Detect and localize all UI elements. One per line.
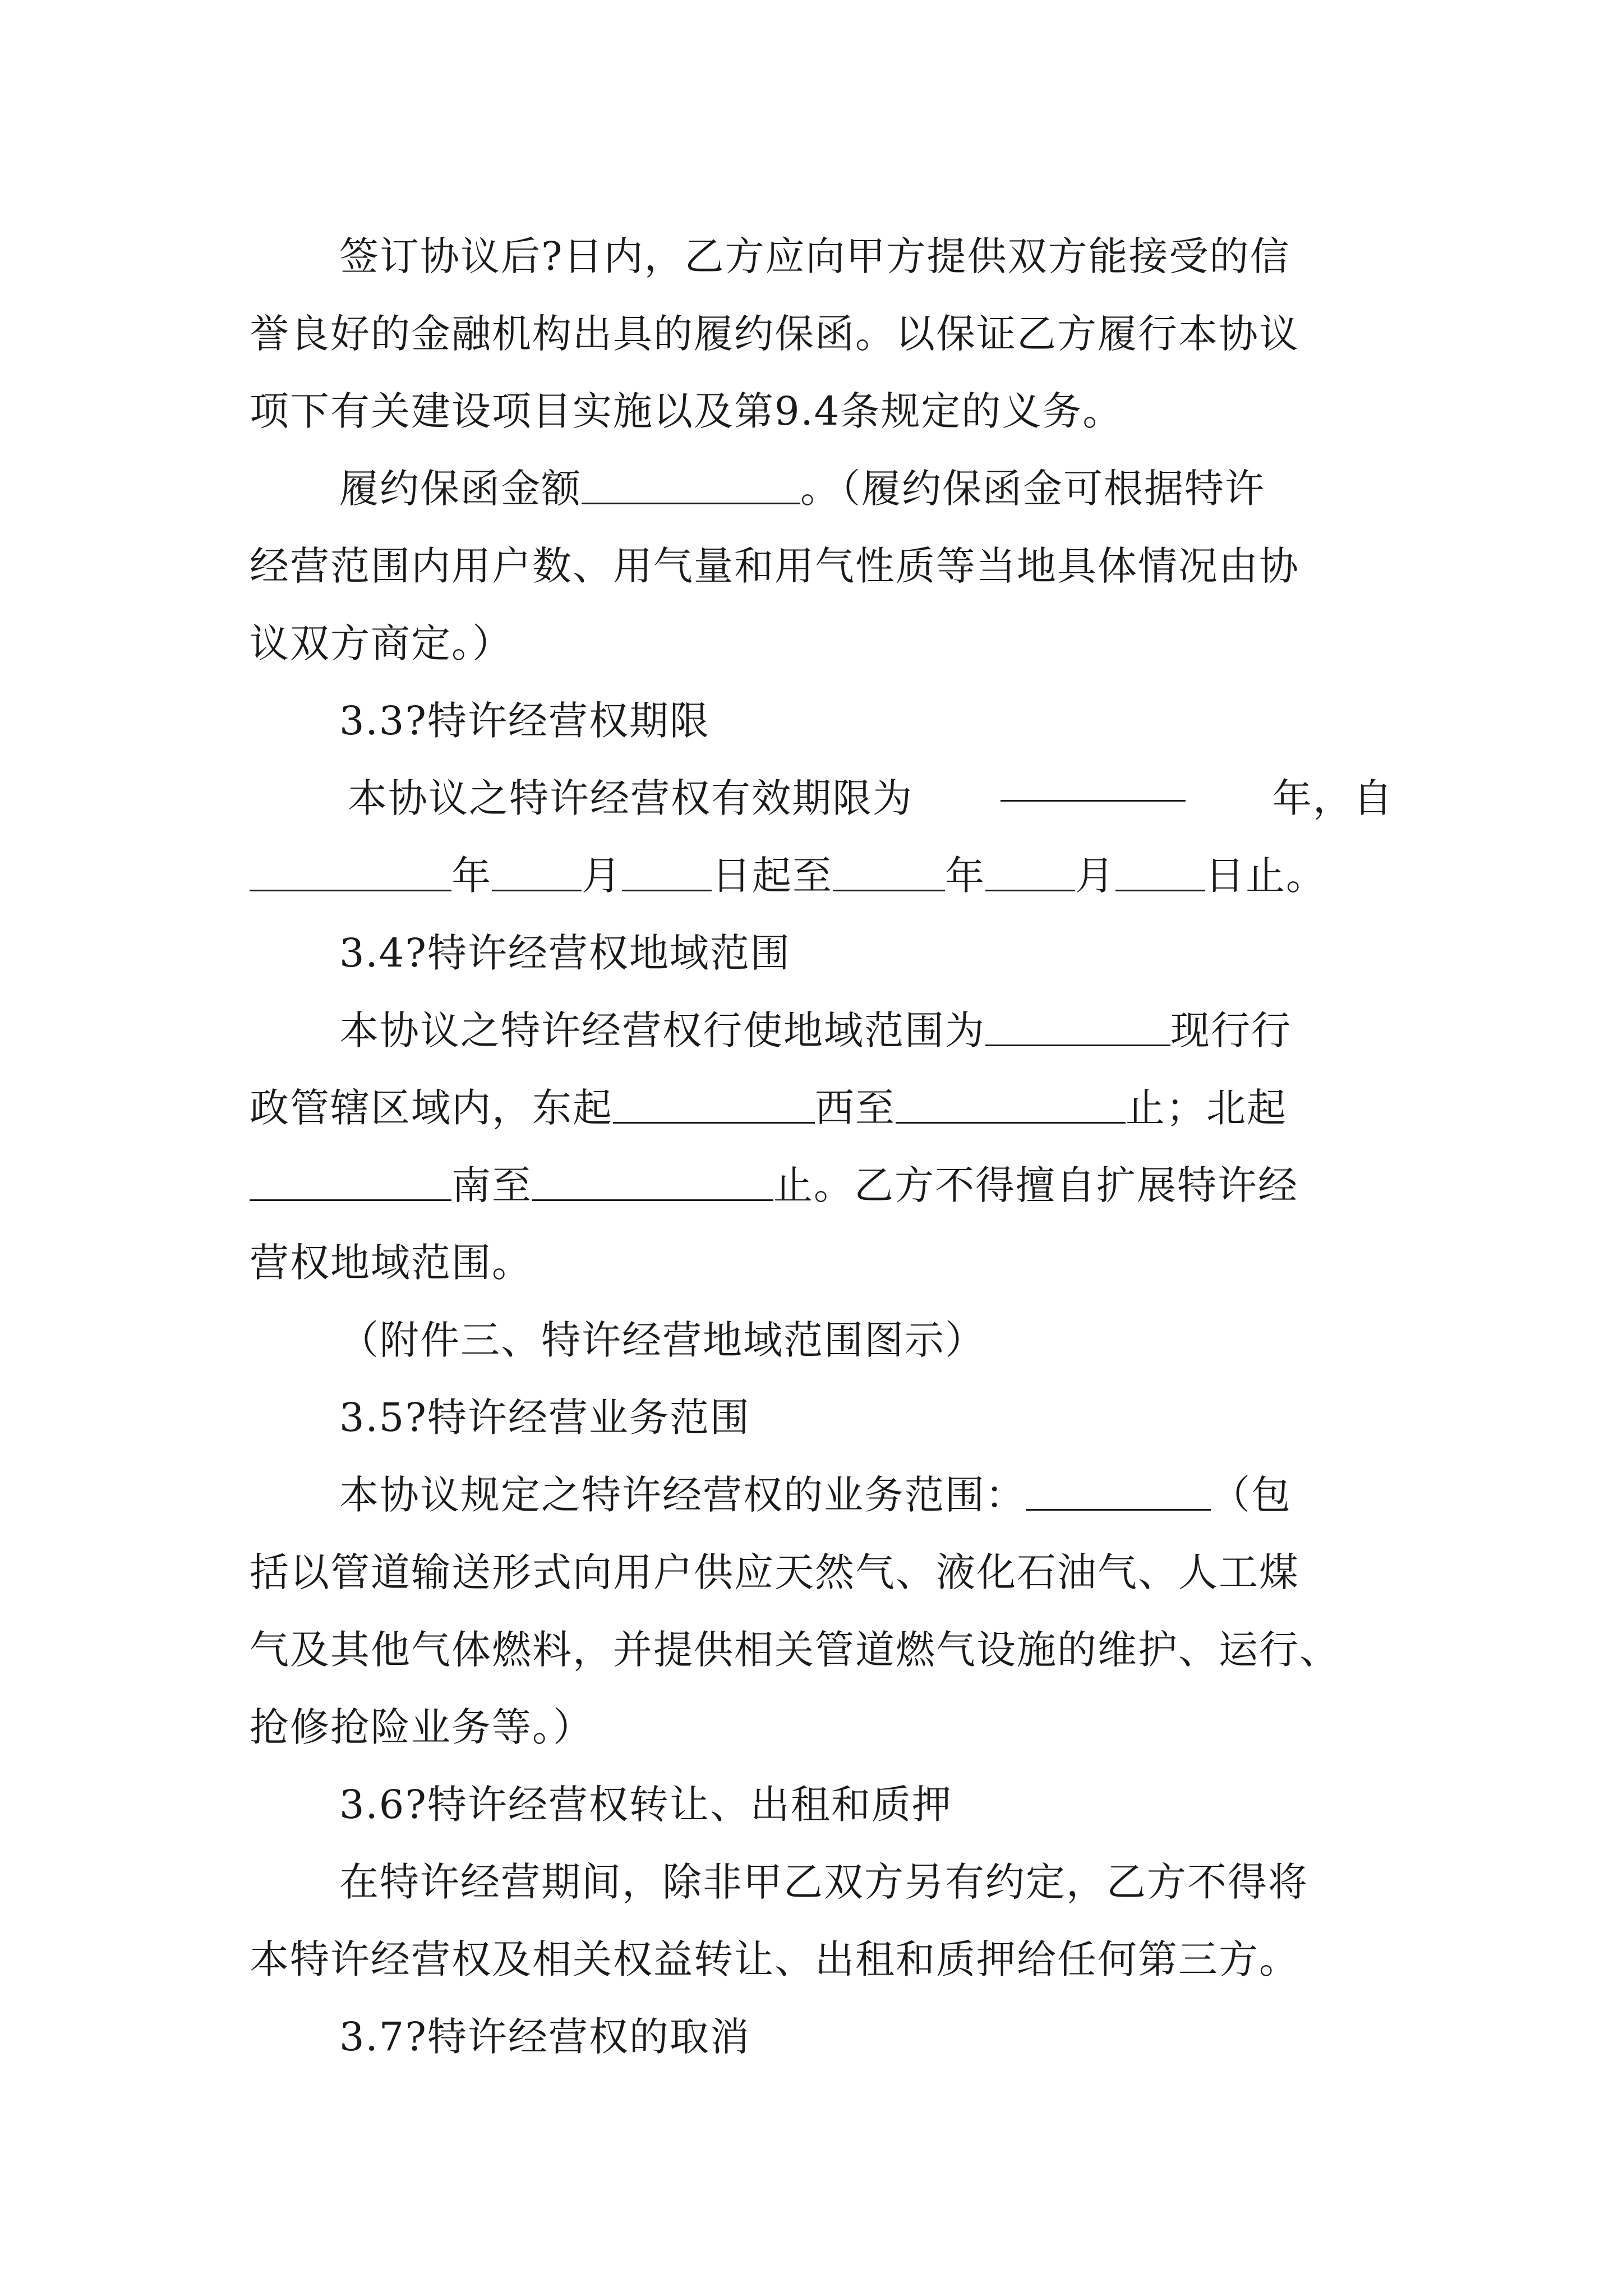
- term-dates-line: 年 月 日起至 年 月 日止。: [250, 837, 1394, 914]
- paragraph-performance-bond: [250, 218, 1394, 295]
- text-line: 项下有关建设项目实施以及第9.4条规定的义务。: [250, 388, 1123, 434]
- fill-blank-west: [896, 1082, 1126, 1124]
- text-line: 议双方商定。）: [250, 620, 513, 666]
- fill-blank-end-day: [1115, 849, 1205, 891]
- fill-blank-start-day: [622, 849, 712, 891]
- paragraph-term: 本协议之特许经营权有效期限为 年，自: [250, 760, 1394, 837]
- paragraph-territory: 本协议之特许经营权行使地域范围为 现行行: [250, 992, 1394, 1069]
- text-line: 经营范围内用户数、用气量和用气性质等当地具体情况由协: [250, 543, 1299, 589]
- fill-blank-end-year: [833, 849, 945, 891]
- document-body: 签订协议后?日内，乙方应向甲方提供双方能接受的信 誉良好的金融机构出具的履约保函。以保证乙方履行本协议 项下有关建设项目实施以及第9.4条规定的义务。 履约保函金额 。（履约保函金可根据特许 经营范围内用户数、用气量和用气性质等当地具体情况由协 议双方商定。） 3.3?特许经营权期限 本协议之特许经营权有效期限为 年，自 年 月 日起至 年 月 日止。 3.4?特许经营权地域范围 本协议之特许经营权行使地域范围为 现行行 政管辖区域内，东起 西至 止；北起 南至 止。乙方不得擅自扩展特许经 营权地域范围。 （附件三、特许经营地域范围图示） 3.5?特许经营业务范围 本协议规定之特许经营权的业务范围： （包 括以管道输送形式向用户供应天然气、液化石油气、人工煤 气及其他气体燃料，并提供相关管道燃气设施的维护、运行、 抢修抢险业务等。） 3.6?特许经营权转让、出租和质押 在特许经营期间，除非甲乙双方另有约定，乙方不得将 本特许经营权及相关权益转让、出租和质押给任何第三方。 3.7?特许经营权的取消: [250, 218, 1394, 2076]
- section-heading-3-6: 3.6?特许经营权转让、出租和质押: [339, 1782, 952, 1828]
- text-line: 签订协议后?日内，乙方应向甲方提供双方能接受的信: [339, 233, 1290, 279]
- text-line: 括以管道输送形式向用户供应天然气、液化石油气、人工煤: [250, 1549, 1299, 1595]
- fill-blank-term-years: [1000, 760, 1186, 802]
- fill-blank-east: [613, 1082, 815, 1124]
- section-heading-3-4: 3.4?特许经营权地域范围: [339, 930, 791, 976]
- fill-blank-start-year: [250, 849, 451, 891]
- attachment-note: （附件三、特许经营地域范围图示）: [339, 1317, 985, 1363]
- section-heading-3-7: 3.7?特许经营权的取消: [339, 2014, 750, 2060]
- fill-blank-start-month: [492, 849, 582, 891]
- fill-blank-business-scope: [1026, 1469, 1211, 1511]
- fill-blank-north: [250, 1159, 451, 1201]
- text-line: 气及其他气体燃料，并提供相关管道燃气设施的维护、运行、: [250, 1627, 1340, 1673]
- fill-blank-end-month: [985, 849, 1075, 891]
- paragraph-business-scope: 本协议规定之特许经营权的业务范围： （包: [250, 1456, 1394, 1534]
- text-line: 抢修抢险业务等。）: [250, 1704, 593, 1750]
- text-line: 本特许经营权及相关权益转让、出租和质押给任何第三方。: [250, 1936, 1299, 1982]
- section-heading-3-3: 3.3?特许经营权期限: [339, 698, 710, 744]
- paragraph-transfer: 在特许经营期间，除非甲乙双方另有约定，乙方不得将: [339, 1859, 1308, 1905]
- text-line: 誉良好的金融机构出具的履约保函。以保证乙方履行本协议: [250, 311, 1299, 357]
- fill-blank-territory: [985, 1004, 1170, 1046]
- section-heading-3-5: 3.5?特许经营业务范围: [339, 1395, 750, 1441]
- fill-blank-bond-amount: [582, 462, 800, 504]
- text-line: 营权地域范围。: [250, 1240, 532, 1286]
- paragraph-bond-amount: 履约保函金额 。（履约保函金可根据特许: [250, 450, 1394, 527]
- fill-blank-south: [532, 1159, 773, 1201]
